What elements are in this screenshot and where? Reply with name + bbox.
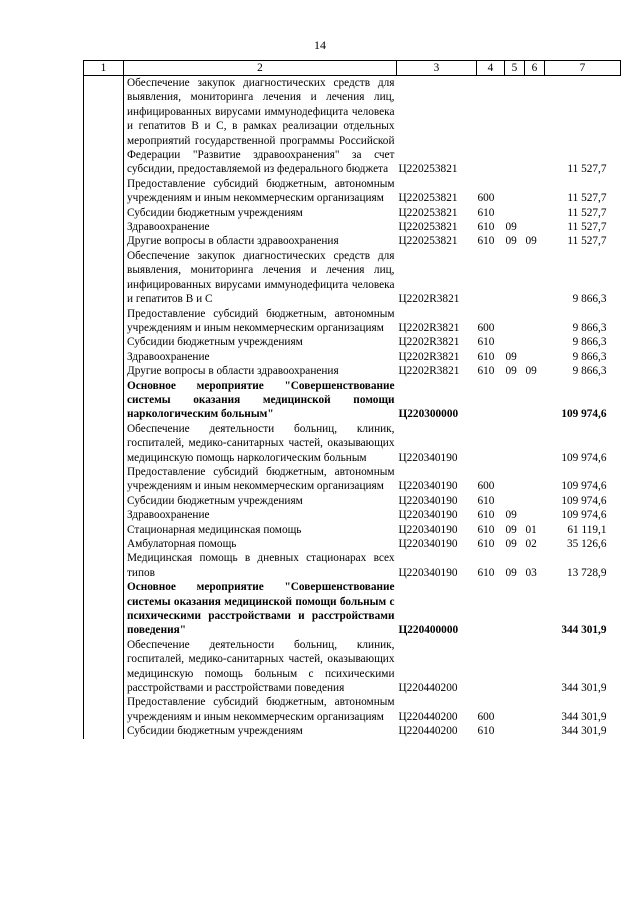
- cell-expense-type: 610: [477, 221, 495, 234]
- cell-amount: 11 527,7: [567, 221, 607, 234]
- cell-target-code: Ц2202R3821: [398, 293, 460, 306]
- table-row: [84, 551, 621, 580]
- cell-name: Здравоохранение: [127, 509, 210, 522]
- table-row: [84, 422, 621, 465]
- cell-expense-type: [477, 76, 505, 177]
- cell-expense-type: 610: [477, 494, 495, 507]
- cell-target-code: Ц2202R3821: [398, 336, 460, 349]
- cell-name: Субсидии бюджетным учреждениям: [127, 206, 303, 219]
- cell-name: Предоставление субсидий бюджетным, автономным учреждениям и иным некоммерческим организациям: [127, 465, 395, 493]
- cell-subsection: [525, 249, 545, 307]
- cell-section: 09: [505, 566, 517, 579]
- cell-target-code: Ц220340190: [398, 523, 458, 536]
- cell-expense-type: 610: [477, 235, 495, 248]
- table-row: [84, 537, 621, 551]
- cell-expense-type: 600: [477, 710, 495, 723]
- cell-expense-type: 610: [477, 350, 495, 363]
- cell-section: [505, 379, 525, 422]
- cell-name: Медицинская помощь в дневных стационарах всех типов: [127, 552, 395, 579]
- cell-section: 09: [505, 350, 517, 363]
- cell-subsection: 09: [525, 235, 537, 248]
- cell-section: [505, 335, 525, 349]
- cell-expense-type: 610: [477, 509, 495, 522]
- cell-number: [84, 638, 124, 696]
- cell-name: Обеспечение закупок диагностических средств для выявления, мониторинга лечения и лечения лиц, инфицированных вирусами иммунодефицита человека и гепатитов В и С: [127, 249, 395, 306]
- cell-expense-type: [477, 249, 505, 307]
- cell-name: Основное мероприятие "Совершенствование системы оказания медицинской помощи наркологическим больным": [127, 379, 395, 421]
- cell-expense-type: 610: [477, 206, 495, 219]
- cell-number: [84, 234, 124, 248]
- cell-section: 09: [505, 235, 517, 248]
- cell-amount: 11 527,7: [567, 192, 607, 205]
- cell-subsection: [525, 724, 545, 738]
- cell-section: [505, 422, 525, 465]
- cell-name: Субсидии бюджетным учреждениям: [127, 725, 303, 738]
- cell-expense-type: 610: [477, 566, 495, 579]
- cell-amount: 11 527,7: [567, 163, 607, 176]
- table-row: [84, 220, 621, 234]
- cell-target-code: Ц220253821: [398, 192, 458, 205]
- cell-name: Субсидии бюджетным учреждениям: [127, 494, 303, 507]
- cell-expense-type: [477, 580, 505, 638]
- table-row: [84, 523, 621, 537]
- cell-section: [505, 695, 525, 724]
- cell-number: [84, 695, 124, 724]
- cell-section: [505, 307, 525, 336]
- cell-amount: 109 974,6: [561, 509, 607, 522]
- cell-subsection: [525, 350, 545, 364]
- cell-subsection: [525, 465, 545, 494]
- cell-amount: 9 866,3: [572, 350, 607, 363]
- column-header-6: 6: [525, 61, 545, 76]
- cell-target-code: Ц220340190: [398, 509, 458, 522]
- cell-name: Стационарная медицинская помощь: [127, 523, 302, 536]
- cell-subsection: [525, 508, 545, 522]
- cell-expense-type: 600: [477, 480, 495, 493]
- cell-section: [505, 638, 525, 696]
- cell-subsection: [525, 695, 545, 724]
- table-row: [84, 76, 621, 177]
- cell-target-code: Ц220253821: [398, 206, 458, 219]
- cell-number: [84, 177, 124, 206]
- cell-target-code: Ц220300000: [398, 408, 459, 421]
- cell-expense-type: 610: [477, 538, 495, 550]
- table-row: [84, 580, 621, 638]
- cell-target-code: Ц220400000: [398, 624, 459, 637]
- cell-section: [505, 494, 525, 508]
- cell-target-code: Ц220253821: [398, 163, 458, 176]
- cell-name: Обеспечение закупок диагностических средств для выявления, мониторинга лечения и лечения лиц, инфицированных вирусами иммунодефицита человека и гепатитов В и С, в рамках реализации отдельных мероприятий государственной программы Российской Федерации "Развитие здравоохранения" за счет субсидии, предоставляемой из федерального бюджета: [127, 77, 395, 176]
- cell-section: [505, 580, 525, 638]
- cell-subsection: [525, 177, 545, 206]
- cell-amount: 109 974,6: [561, 451, 607, 464]
- cell-number: [84, 422, 124, 465]
- cell-name: Другие вопросы в области здравоохранения: [127, 235, 339, 248]
- column-header-2: 2: [124, 61, 397, 76]
- cell-subsection: [525, 307, 545, 336]
- cell-name: Основное мероприятие "Совершенствование системы оказания медицинской помощи больным с психическими расстройствами и расстройствами поведения": [127, 581, 395, 637]
- cell-amount: 9 866,3: [572, 293, 607, 306]
- cell-amount: 109 974,6: [561, 480, 607, 493]
- cell-section: 09: [505, 509, 517, 522]
- cell-subsection: [525, 422, 545, 465]
- cell-subsection: [525, 335, 545, 349]
- cell-section: 09: [505, 538, 517, 550]
- cell-section: 09: [505, 221, 517, 234]
- cell-number: [84, 206, 124, 220]
- cell-expense-type: 610: [477, 725, 495, 738]
- table-header-row: [84, 61, 621, 76]
- cell-expense-type: 600: [477, 192, 495, 205]
- cell-section: 09: [505, 523, 517, 536]
- cell-name: Другие вопросы в области здравоохранения: [127, 365, 339, 378]
- cell-section: [505, 465, 525, 494]
- cell-number: [84, 379, 124, 422]
- cell-number: [84, 307, 124, 336]
- table-row: [84, 249, 621, 307]
- cell-number: [84, 494, 124, 508]
- cell-expense-type: [477, 422, 505, 465]
- cell-amount: 13 728,9: [566, 566, 607, 579]
- cell-expense-type: [477, 379, 505, 422]
- table-row: [84, 508, 621, 522]
- cell-amount: 11 527,7: [567, 235, 607, 248]
- table-row: [84, 638, 621, 696]
- cell-amount: 9 866,3: [572, 336, 607, 349]
- table-row: [84, 724, 621, 738]
- cell-amount: 344 301,9: [561, 725, 607, 738]
- cell-section: [505, 177, 525, 206]
- cell-subsection: [525, 494, 545, 508]
- cell-section: [505, 76, 525, 177]
- table-row: [84, 206, 621, 220]
- cell-number: [84, 724, 124, 738]
- cell-amount: 344 301,9: [561, 710, 607, 723]
- cell-name: Здравоохранение: [127, 350, 210, 363]
- cell-number: [84, 350, 124, 364]
- cell-subsection: 03: [525, 566, 537, 579]
- cell-amount: 35 126,6: [566, 538, 607, 550]
- cell-number: [84, 465, 124, 494]
- page-number: 14: [314, 38, 326, 52]
- cell-target-code: Ц2202R3821: [398, 350, 460, 363]
- cell-subsection: [525, 638, 545, 696]
- cell-target-code: Ц220340190: [398, 480, 458, 493]
- cell-amount: 9 866,3: [572, 321, 607, 334]
- cell-subsection: [525, 76, 545, 177]
- cell-subsection: [525, 379, 545, 422]
- column-header-7: 7: [545, 61, 621, 76]
- cell-amount: 61 119,1: [567, 523, 607, 536]
- cell-target-code: Ц220340190: [398, 451, 458, 464]
- table-row: [84, 695, 621, 724]
- table-row: [84, 335, 621, 349]
- cell-section: [505, 724, 525, 738]
- cell-number: [84, 335, 124, 349]
- cell-expense-type: 600: [477, 321, 495, 334]
- cell-subsection: [525, 220, 545, 234]
- cell-amount: 9 866,3: [572, 365, 607, 378]
- table-row: [84, 177, 621, 206]
- cell-subsection: [525, 206, 545, 220]
- cell-subsection: [525, 580, 545, 638]
- cell-target-code: Ц220340190: [398, 538, 458, 550]
- cell-expense-type: 610: [477, 336, 495, 349]
- cell-expense-type: [477, 638, 505, 696]
- cell-name: Обеспечение деятельности больниц, клиник, госпиталей, медико-санитарных частей, оказывающих медицинскую помощь наркологическим больным: [127, 422, 395, 464]
- cell-number: [84, 580, 124, 638]
- cell-number: [84, 364, 124, 378]
- cell-section: [505, 206, 525, 220]
- cell-name: Субсидии бюджетным учреждениям: [127, 336, 303, 349]
- cell-target-code: Ц220253821: [398, 235, 458, 248]
- cell-target-code: Ц220340190: [398, 566, 458, 579]
- cell-amount: 11 527,7: [567, 206, 607, 219]
- cell-name: Здравоохранение: [127, 221, 210, 234]
- cell-name: Предоставление субсидий бюджетным, автономным учреждениям и иным некоммерческим организациям: [127, 177, 395, 205]
- cell-number: [84, 537, 124, 551]
- cell-target-code: Ц220253821: [398, 221, 458, 234]
- cell-target-code: Ц220440200: [398, 710, 458, 723]
- cell-target-code: Ц2202R3821: [398, 365, 460, 378]
- table-row: [84, 307, 621, 336]
- cell-number: [84, 220, 124, 234]
- table-row: [84, 494, 621, 508]
- table-row: [84, 465, 621, 494]
- cell-target-code: Ц220440200: [398, 682, 458, 695]
- cell-name: Обеспечение деятельности больниц, клиник, госпиталей, медико-санитарных частей, оказывающих медицинскую помощь больным с психическими расстройствами и расстройствами поведения: [127, 638, 395, 695]
- column-header-1: 1: [84, 61, 124, 76]
- cell-number: [84, 76, 124, 177]
- cell-name: Предоставление субсидий бюджетным, автономным учреждениям и иным некоммерческим организациям: [127, 307, 395, 334]
- cell-number: [84, 551, 124, 580]
- column-header-4: 4: [477, 61, 505, 76]
- cell-section: [505, 249, 525, 307]
- cell-expense-type: 610: [477, 523, 495, 536]
- cell-amount: 344 301,9: [561, 682, 607, 695]
- table-row: [84, 379, 621, 422]
- cell-target-code: Ц220340190: [398, 494, 458, 507]
- table-row: [84, 364, 621, 378]
- cell-expense-type: 610: [477, 365, 495, 378]
- cell-subsection: 02: [525, 538, 537, 550]
- table-row: [84, 350, 621, 364]
- cell-name: Предоставление субсидий бюджетным, автономным учреждениям и иным некоммерческим организациям: [127, 696, 395, 723]
- column-header-5: 5: [505, 61, 525, 76]
- cell-amount: 344 301,9: [561, 624, 607, 637]
- cell-subsection: 09: [525, 365, 537, 378]
- cell-section: 09: [505, 365, 517, 378]
- cell-amount: 109 974,6: [561, 408, 607, 421]
- table-body: [84, 76, 621, 739]
- cell-target-code: Ц220440200: [398, 725, 458, 738]
- cell-target-code: Ц2202R3821: [398, 321, 460, 334]
- cell-number: [84, 508, 124, 522]
- table-row: [84, 234, 621, 248]
- cell-name: Амбулаторная помощь: [127, 538, 237, 550]
- cell-number: [84, 523, 124, 537]
- column-header-3: 3: [397, 61, 477, 76]
- cell-amount: 109 974,6: [561, 494, 607, 507]
- cell-subsection: 01: [525, 523, 537, 536]
- budget-table: [83, 60, 621, 739]
- cell-number: [84, 249, 124, 307]
